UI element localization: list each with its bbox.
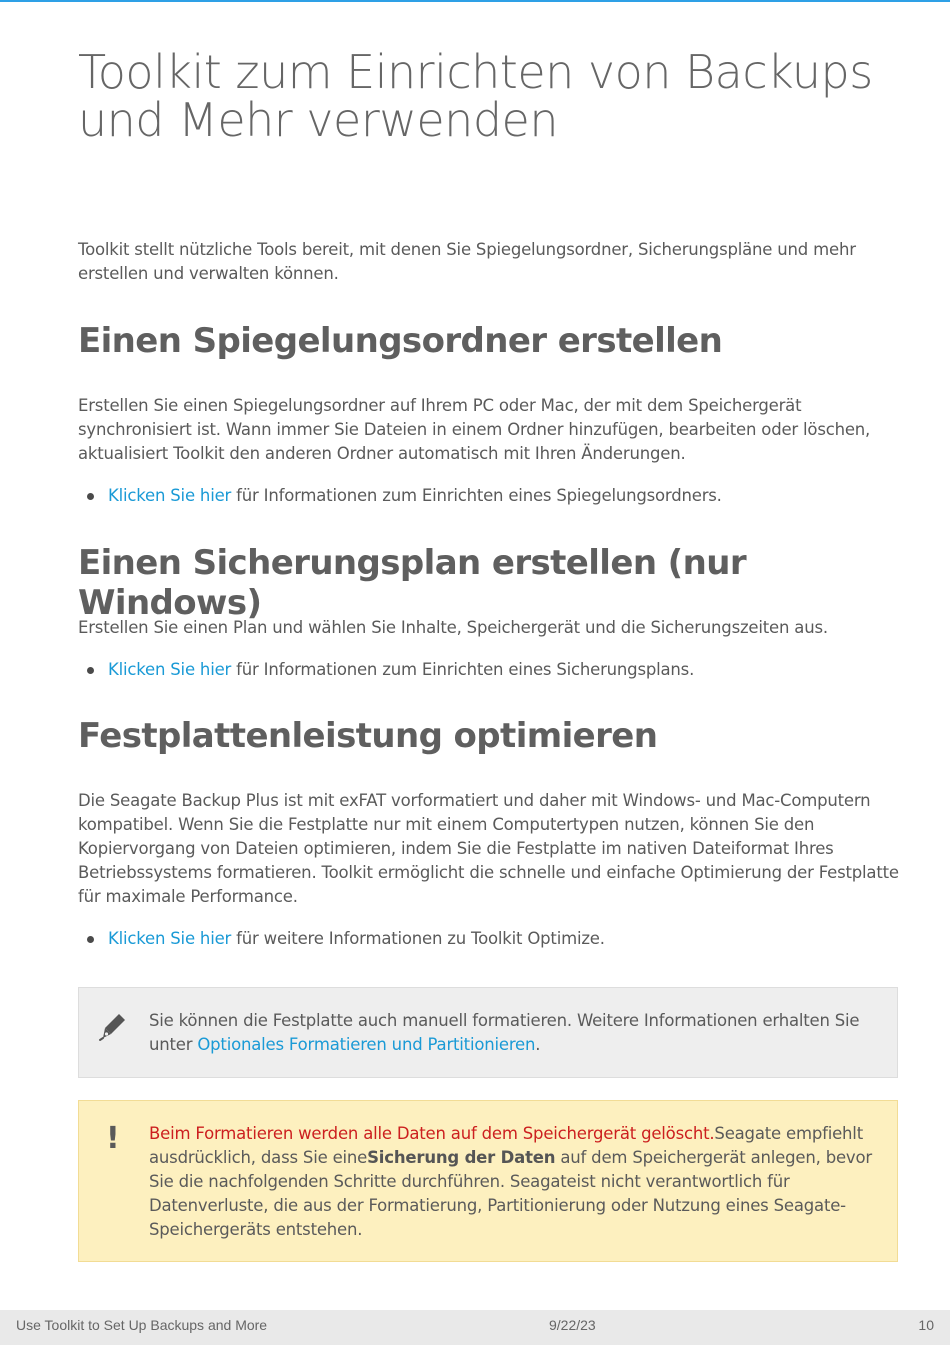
formatting-partitioning-link[interactable]: Optionales Formatieren und Partitionieren (197, 1035, 536, 1054)
note-callout (78, 987, 898, 1078)
footer-page-number: 10 (918, 1317, 934, 1333)
list-item (78, 484, 900, 508)
bullet-icon (87, 936, 94, 943)
bullet-text: für Informationen zum Einrichten eines Spiegelungsordners. (231, 486, 722, 505)
intro-paragraph: Toolkit stellt nützliche Tools bereit, mit denen Sie Spiegelungsordner, Sicherungspläne und mehr erstellen und verwalten können. (78, 240, 856, 283)
section-body-mirror-folder: Erstellen Sie einen Spiegelungsordner auf Ihrem PC oder Mac, der mit dem Speichergerät synchronisiert ist. Wann immer Sie Dateien in einem Ordner hinzufügen, bearbeiten oder löschen, aktualisiert Toolkit den anderen Ordner automatisch mit Ihren Änderungen. (78, 396, 871, 463)
section-bullets-backup-plan (78, 658, 900, 682)
warning-callout (78, 1100, 898, 1262)
warning-text (149, 1122, 879, 1242)
page-title: Toolkit zum Einrichten von Backups und Mehr verwenden (78, 45, 873, 147)
page-footer (0, 1310, 950, 1345)
section-heading-backup-plan: Einen Sicherungsplan erstellen (nur Windows) (78, 543, 746, 623)
note-text (149, 1009, 879, 1057)
click-here-link[interactable]: Klicken Sie hier (108, 929, 232, 948)
footer-date: 9/22/23 (549, 1317, 596, 1333)
section-bullets-mirror-folder (78, 484, 900, 508)
warning-text-2: auf dem Speichergerät anlegen, bevor Sie die nachfolgenden Schritte durchführen. Seagateist nicht verantwortlich für Datenverluste, die aus der Formatierung, Partitionierung oder Nutzung eines Seagate-Speichergeräts entstehen. (149, 1148, 872, 1239)
warning-bold-text: Sicherung der Daten (367, 1148, 556, 1167)
bullet-icon (87, 493, 94, 500)
section-bullets-optimize (78, 927, 900, 951)
click-here-link[interactable]: Klicken Sie hier (108, 660, 232, 679)
warning-red-text: Beim Formatieren werden alle Daten auf dem Speichergerät gelöscht. (149, 1124, 715, 1143)
footer-doc-title: Use Toolkit to Set Up Backups and More (16, 1317, 268, 1333)
note-text-before: Sie können die Festplatte auch manuell formatieren. Weitere Informationen erhalten Sie unter (149, 1011, 860, 1054)
top-rule (0, 0, 950, 2)
section-body-backup-plan: Erstellen Sie einen Plan und wählen Sie Inhalte, Speichergerät und die Sicherungszeiten aus. (78, 618, 828, 637)
section-heading-optimize: Festplattenleistung optimieren (78, 716, 658, 756)
exclamation-icon: ! (106, 1121, 120, 1156)
pen-icon (97, 1010, 129, 1046)
list-item (78, 658, 900, 682)
click-here-link[interactable]: Klicken Sie hier (108, 486, 232, 505)
bullet-text: für Informationen zum Einrichten eines Sicherungsplans. (231, 660, 695, 679)
warning-text-1: Seagate empfiehlt ausdrücklich, dass Sie eine (149, 1124, 863, 1167)
section-heading-mirror-folder: Einen Spiegelungsordner erstellen (78, 321, 723, 361)
list-item (78, 927, 900, 951)
bullet-text: für weitere Informationen zu Toolkit Optimize. (231, 929, 605, 948)
bullet-icon (87, 667, 94, 674)
section-body-optimize: Die Seagate Backup Plus ist mit exFAT vorformatiert und daher mit Windows- und Mac-Computern kompatibel. Wenn Sie die Festplatte nur mit einem Computertypen nutzen, können Sie den Kopiervorgang von Dateien optimieren, indem Sie die Festplatte im nativen Dateiformat Ihres Betriebssystems formatieren. Toolkit ermöglicht die schnelle und einfache Optimierung der Festplatte für maximale Performance. (78, 791, 899, 906)
note-text-after: . (535, 1035, 541, 1054)
